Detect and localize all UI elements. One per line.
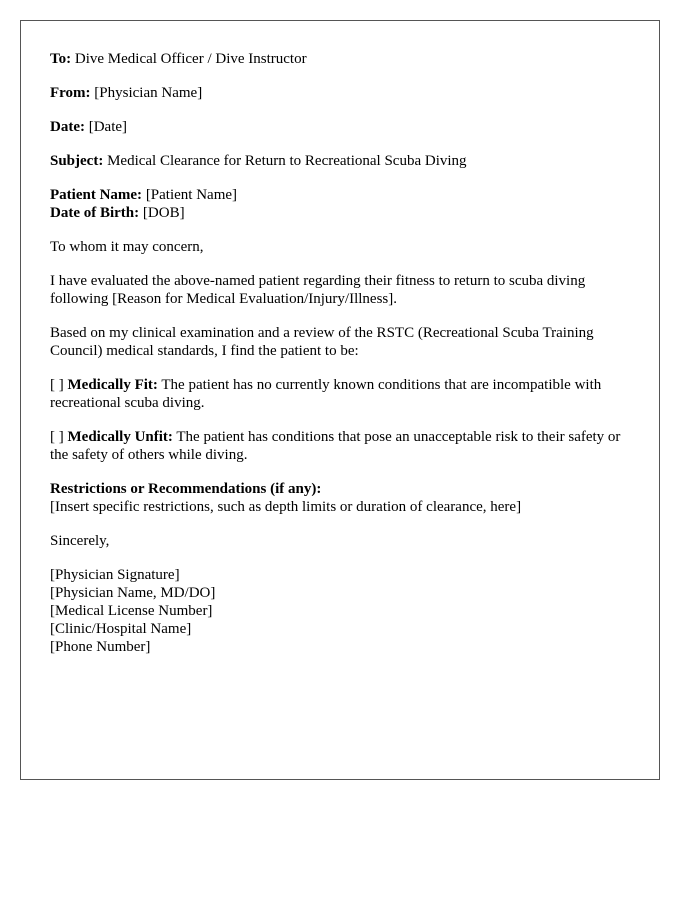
fit-text: The patient has no currently known conditions that are incompatible with recreational scuba diving. — [50, 377, 602, 411]
dob-value: [DOB] — [142, 205, 185, 221]
dob-line — [50, 204, 630, 222]
date-value: [Date] — [88, 119, 128, 135]
fit-label: Medically Fit: — [67, 377, 158, 393]
subject-label: Subject: — [50, 153, 104, 169]
letter-page — [20, 20, 660, 780]
unfit-label: Medically Unfit: — [67, 429, 173, 445]
option-medically-fit — [50, 376, 630, 412]
date-line — [50, 118, 630, 136]
restrictions-text: [Insert specific restrictions, such as depth limits or duration of clearance, here] — [50, 499, 522, 515]
greeting: To whom it may concern, — [50, 239, 204, 255]
physician-name-line: [Physician Name, MD/DO] — [50, 585, 216, 601]
patient-name-value: [Patient Name] — [145, 187, 238, 203]
date-label: Date: — [50, 119, 85, 135]
signature-line: [Physician Signature] — [50, 567, 180, 583]
closing: Sincerely, — [50, 533, 110, 549]
restrictions-label: Restrictions or Recommendations (if any): — [50, 481, 322, 497]
subject-value: Medical Clearance for Return to Recreational Scuba Diving — [107, 153, 467, 169]
patient-name-line — [50, 186, 630, 204]
option-medically-unfit — [50, 428, 630, 464]
to-label: To: — [50, 51, 72, 67]
from-line — [50, 84, 630, 102]
unfit-checkbox: [ ] — [50, 429, 64, 445]
to-line — [50, 50, 630, 68]
from-label: From: — [50, 85, 91, 101]
subject-line — [50, 152, 630, 170]
patient-name-label: Patient Name: — [50, 187, 143, 203]
paragraph-evaluation: I have evaluated the above-named patient regarding their fitness to return to scuba diving following [Reason for Medical Evaluation/Injury/Illness]. — [50, 273, 586, 307]
paragraph-examination: Based on my clinical examination and a review of the RSTC (Recreational Scuba Training Council) medical standards, I find the patient to be: — [50, 325, 594, 359]
license-number-line: [Medical License Number] — [50, 603, 213, 619]
to-value: Dive Medical Officer / Dive Instructor — [74, 51, 307, 67]
from-value: [Physician Name] — [94, 85, 203, 101]
unfit-text: The patient has conditions that pose an unacceptable risk to their safety or the safety of others while diving. — [50, 429, 621, 463]
clinic-name-line: [Clinic/Hospital Name] — [50, 621, 192, 637]
dob-label: Date of Birth: — [50, 205, 140, 221]
fit-checkbox: [ ] — [50, 377, 64, 393]
phone-number-line: [Phone Number] — [50, 639, 151, 655]
